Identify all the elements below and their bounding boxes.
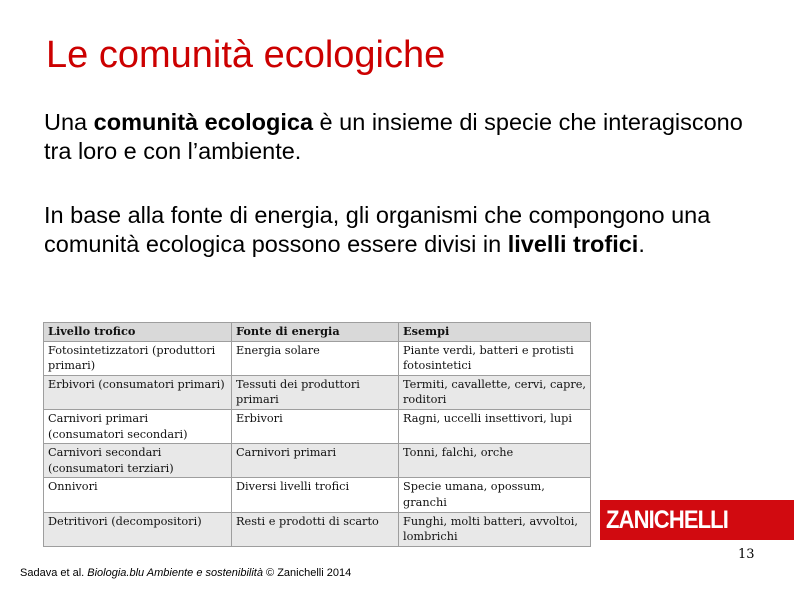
- footer-copyright: © Zanichelli 2014: [262, 567, 352, 579]
- cell-energy-source: Resti e prodotti di scarto: [232, 512, 399, 546]
- footer-book-title: Biologia.blu Ambiente e sostenibilità: [87, 567, 263, 579]
- cell-examples: Ragni, uccelli insettivori, lupi: [399, 409, 591, 443]
- trophic-text-end: .: [638, 231, 645, 257]
- definition-text-end: è un insieme di specie che interagiscono tra loro e con l’ambiente.: [44, 109, 743, 164]
- cell-trophic-level: Erbivori (consumatori primari): [44, 375, 232, 409]
- table-row: [44, 512, 591, 546]
- cell-energy-source: Tessuti dei produttori primari: [232, 375, 399, 409]
- trophic-term: livelli trofici: [507, 231, 639, 257]
- cell-examples: Funghi, molti batteri, avvoltoi, lombrichi: [399, 512, 591, 546]
- slide-title: Le comunità ecologiche: [46, 34, 446, 76]
- cell-trophic-level: Onnivori: [44, 478, 232, 512]
- trophic-text-start: In base alla fonte di energia, gli organismi che compongono una comunità ecologica possono essere divisi in: [44, 202, 711, 257]
- cell-trophic-level: Fotosintetizzatori (produttori primari): [44, 341, 232, 375]
- header-trophic-level: Livello trofico: [44, 323, 232, 342]
- table-row: [44, 478, 591, 512]
- table-row: [44, 341, 591, 375]
- cell-energy-source: Energia solare: [232, 341, 399, 375]
- footer-authors: Sadava et al.: [20, 567, 88, 579]
- header-energy-source: Fonte di energia: [232, 323, 399, 342]
- table-row: [44, 409, 591, 443]
- cell-examples: Termiti, cavallette, cervi, capre, roditori: [399, 375, 591, 409]
- definition-text-start: Una: [44, 109, 94, 135]
- cell-energy-source: Diversi livelli trofici: [232, 478, 399, 512]
- table-header-row: [44, 323, 591, 342]
- table-row: [44, 444, 591, 478]
- cell-examples: Piante verdi, batteri e protisti fotosintetici: [399, 341, 591, 375]
- logo-text: ZANICHELLI: [606, 506, 728, 534]
- trophic-levels-paragraph: [44, 201, 764, 259]
- table-row: [44, 375, 591, 409]
- definition-paragraph: [44, 108, 764, 166]
- cell-examples: Tonni, falchi, orche: [399, 444, 591, 478]
- cell-trophic-level: Carnivori primari (consumatori secondari): [44, 409, 232, 443]
- cell-trophic-level: Carnivori secondari (consumatori terziari): [44, 444, 232, 478]
- cell-energy-source: Erbivori: [232, 409, 399, 443]
- zanichelli-logo: [600, 500, 794, 540]
- page-number: 13: [738, 547, 755, 562]
- cell-trophic-level: Detritivori (decompositori): [44, 512, 232, 546]
- footer-citation: [20, 567, 351, 579]
- definition-term: comunità ecologica: [93, 109, 314, 135]
- header-examples: Esempi: [399, 323, 591, 342]
- cell-energy-source: Carnivori primari: [232, 444, 399, 478]
- trophic-levels-table: [43, 322, 591, 547]
- cell-examples: Specie umana, opossum, granchi: [399, 478, 591, 512]
